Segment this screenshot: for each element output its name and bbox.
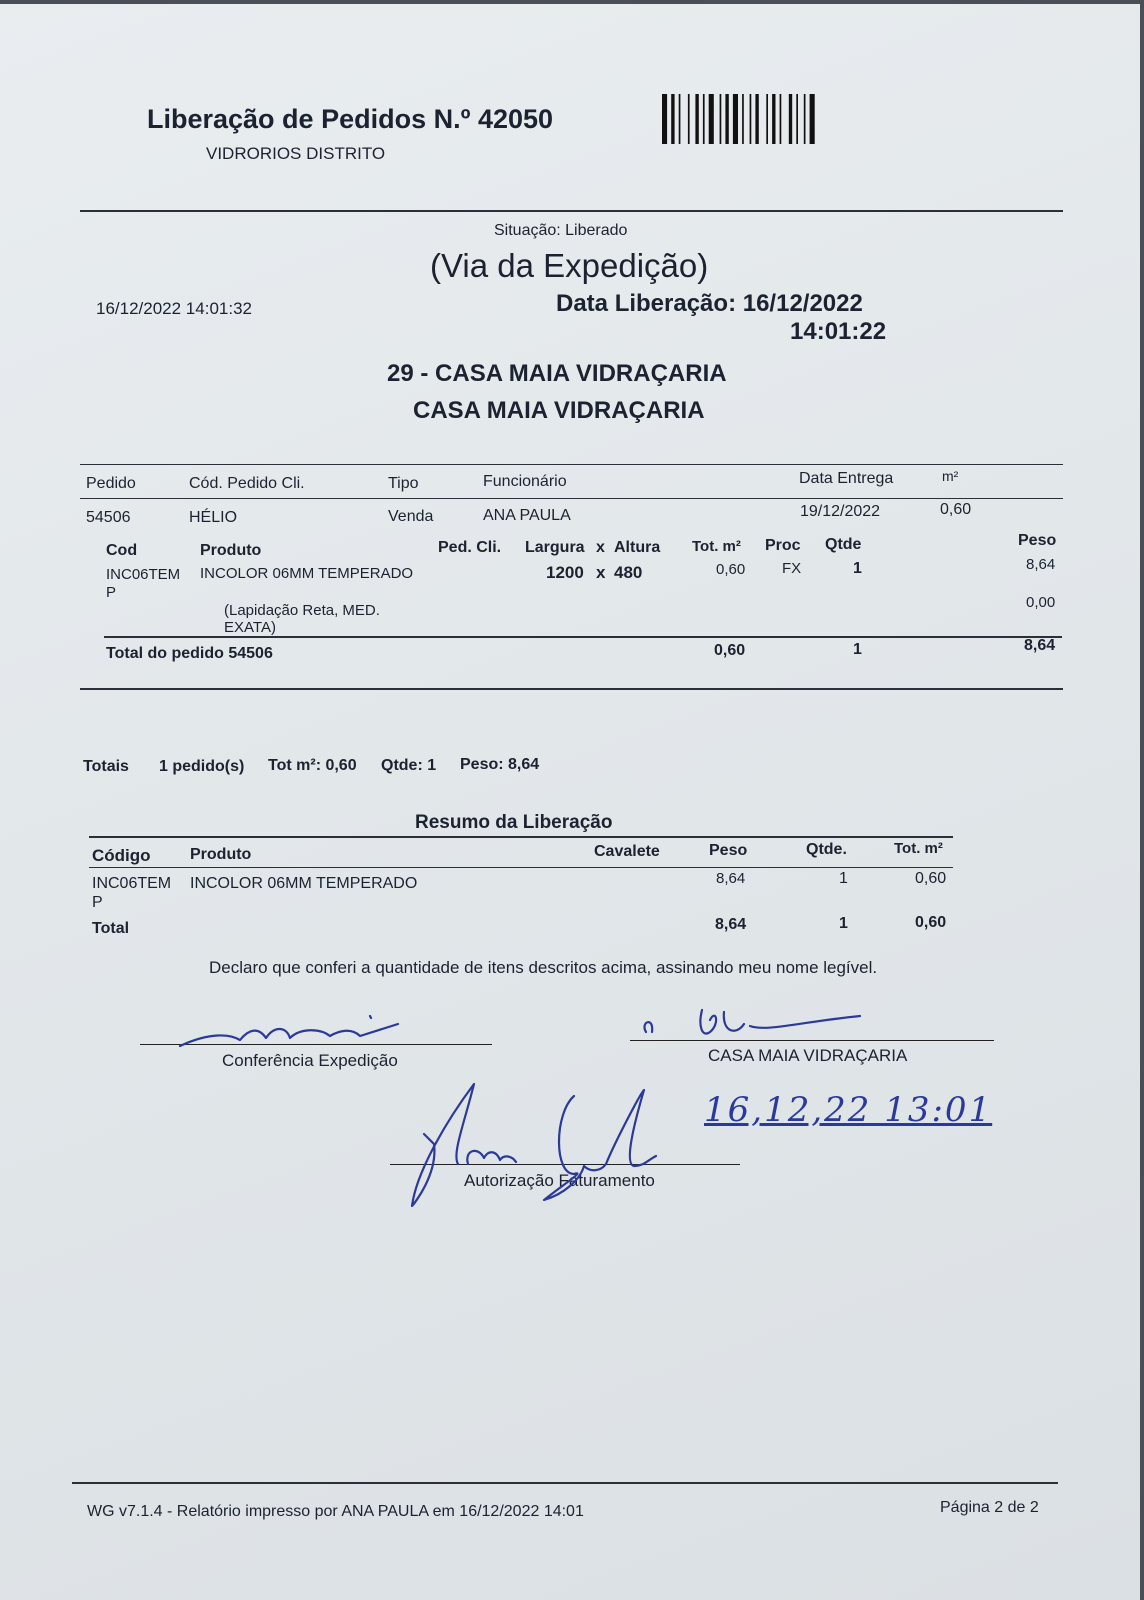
resumo-header-codigo: Código [92, 846, 151, 865]
resumo-total-label: Total [92, 920, 130, 937]
footer-rule [72, 1482, 1058, 1484]
pedido-funcionario: ANA PAULA [483, 507, 571, 524]
item-altura: 480 [614, 563, 643, 582]
item-qtde: 1 [853, 560, 862, 577]
table-header-rule [80, 498, 1063, 499]
footer-printed-by: WG v7.1.4 - Relatório impresso por ANA PAULA em 16/12/2022 14:01 [87, 1503, 584, 1520]
resumo-header-produto: Produto [190, 846, 252, 863]
resumo-total-peso: 8,64 [715, 916, 747, 933]
resumo-produto: INCOLOR 06MM TEMPERADO [190, 875, 418, 892]
item-cod-wrap: P [106, 584, 117, 601]
copy-type: (Via da Expedição) [430, 247, 709, 284]
item-header-x: x [596, 539, 605, 556]
order-total-qtde: 1 [853, 641, 862, 658]
resumo-qtde: 1 [839, 870, 848, 887]
item-tot-m2: 0,60 [716, 561, 746, 578]
col-header-data-entrega: Data Entrega [799, 470, 894, 487]
item-header-ped-cli: Ped. Cli. [438, 539, 502, 556]
resumo-header-cavalete: Cavalete [594, 843, 660, 860]
table-top-rule [80, 464, 1063, 465]
client-signature-label: CASA MAIA VIDRAÇARIA [708, 1046, 908, 1065]
client-code-name: 29 - CASA MAIA VIDRAÇARIA [387, 360, 727, 387]
item-produto: INCOLOR 06MM TEMPERADO [200, 565, 414, 582]
item-obs-peso: 0,00 [1026, 594, 1056, 611]
totais-label: Totais [83, 758, 129, 775]
client-name: CASA MAIA VIDRAÇARIA [413, 397, 705, 424]
col-header-m2: m² [942, 468, 959, 484]
resumo-peso: 8,64 [716, 870, 746, 887]
pedido-number: 54506 [86, 509, 131, 526]
resumo-tot-m2: 0,60 [915, 870, 947, 887]
item-header-altura: Altura [614, 539, 661, 556]
conferencia-label: Conferência Expedição [222, 1051, 398, 1070]
resumo-codigo: INC06TEM [92, 875, 172, 892]
order-total-peso: 8,64 [1024, 637, 1056, 654]
col-header-cod-pedido-cli: Cód. Pedido Cli. [189, 475, 305, 492]
pedido-tipo: Venda [388, 508, 434, 525]
header-divider [80, 210, 1063, 212]
resumo-header-qtde: Qtde. [806, 841, 847, 858]
item-x: x [596, 563, 606, 582]
order-total-rule [104, 636, 1062, 638]
col-header-pedido: Pedido [86, 475, 136, 492]
footer-page-number: Página 2 de 2 [940, 1499, 1039, 1516]
pedido-m2: 0,60 [940, 501, 972, 518]
item-header-tot-m2: Tot. m² [692, 538, 741, 555]
order-total-m2: 0,60 [714, 642, 746, 659]
resumo-header-peso: Peso [709, 842, 748, 859]
item-header-produto: Produto [200, 542, 262, 559]
resumo-total-qtde: 1 [839, 915, 848, 932]
item-header-proc: Proc [765, 537, 801, 554]
resumo-header-tot-m2: Tot. m² [894, 840, 943, 857]
cod-pedido-cli: HÉLIO [189, 509, 238, 526]
resumo-codigo-wrap: P [92, 894, 103, 911]
release-time: 14:01:22 [790, 318, 887, 345]
item-header-qtde: Qtde [825, 536, 862, 553]
totais-qtde: Qtde: 1 [381, 757, 437, 774]
resumo-header-rule [89, 867, 953, 868]
item-header-peso: Peso [1018, 532, 1057, 549]
item-header-cod: Cod [106, 542, 138, 559]
conferencia-signature [170, 1012, 410, 1052]
resumo-total-tot-m2: 0,60 [915, 914, 947, 931]
item-obs: (Lapidação Reta, MED. [224, 602, 380, 619]
barcode [662, 94, 837, 148]
pedido-data-entrega: 19/12/2022 [800, 503, 881, 520]
print-timestamp: 16/12/2022 14:01:32 [96, 299, 252, 318]
totais-peso: Peso: 8,64 [460, 756, 540, 773]
totais-pedidos: 1 pedido(s) [159, 758, 245, 775]
item-peso: 8,64 [1026, 556, 1056, 573]
autorizacao-signature [404, 1084, 694, 1214]
handwritten-date: 16,12,22 13:01 [704, 1090, 993, 1130]
company-name: VIDRORIOS DISTRITO [206, 144, 386, 163]
order-total-label: Total do pedido 54506 [106, 645, 273, 662]
item-proc: FX [782, 560, 802, 577]
item-largura: 1200 [546, 563, 584, 582]
status-text: Situação: Liberado [494, 222, 628, 239]
release-date: Data Liberação: 16/12/2022 [556, 290, 863, 317]
totais-tot-m2: Tot m²: 0,60 [268, 757, 357, 774]
client-signature [640, 1002, 880, 1052]
item-obs-wrap: EXATA) [224, 619, 276, 636]
document-title: Liberação de Pedidos N.º 42050 [147, 104, 554, 134]
resumo-title: Resumo da Liberação [415, 812, 613, 833]
autorizacao-label: Autorização Faturamento [464, 1171, 655, 1190]
document-page [0, 4, 1140, 1600]
col-header-tipo: Tipo [388, 475, 419, 492]
resumo-top-rule [89, 836, 953, 838]
col-header-funcionario: Funcionário [483, 473, 567, 490]
item-cod: INC06TEM [106, 566, 181, 583]
table-bottom-rule [80, 688, 1063, 690]
item-header-largura: Largura [525, 539, 585, 556]
declaration-text: Declaro que conferi a quantidade de itens descritos acima, assinando meu nome legível. [209, 958, 878, 977]
